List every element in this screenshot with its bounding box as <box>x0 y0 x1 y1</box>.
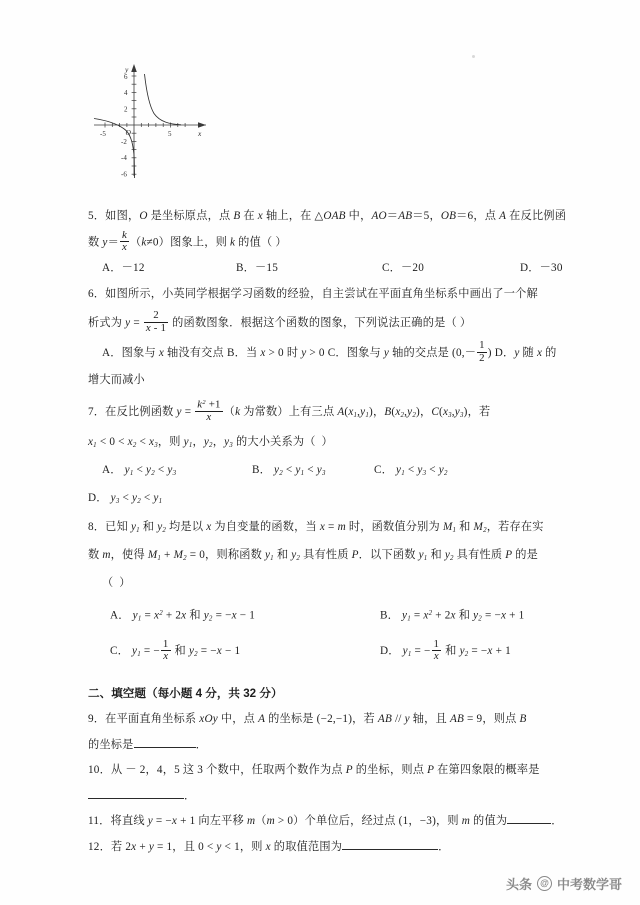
question-10 <box>88 758 556 809</box>
q5-text-b: 是坐标原点，点 <box>147 210 234 222</box>
q6-option-a[interactable]: A．图象与 x 轴没有交点 <box>102 346 224 359</box>
q11-tail: ． <box>551 815 563 827</box>
q8-option-d[interactable]: D． $y_1$ = − $\frac{1}{x}$ 和 $y_2 = -x + 1$ <box>380 637 511 663</box>
q5-text-a: 5．如图， <box>88 210 140 222</box>
q12-answer-blank[interactable] <box>342 849 438 850</box>
y-tick-2: 2 <box>124 105 128 114</box>
q5-text-d: 轴上，在 △ <box>262 210 324 222</box>
watermark-handle: 中考数学哥 <box>556 877 622 892</box>
q9-l2-text: 的坐标是 <box>88 738 134 751</box>
question-8-line-1: 8．已知 $y_1$ 和 $y_2$ 均是以 x 为自变量的函数，当 x = m 时，函数值分别为 $M_1$ 和 $M_2$，若存在实 <box>88 520 544 534</box>
question-12-line-1: 12．若 2x + y = 1，且 0 < y < 1，则 x 的取值范围为 ． <box>88 840 450 853</box>
question-6-line-1: 6．如图所示，小英同学根据学习函数的经验，自主尝试在平面直角坐标系中画出了一个解 <box>88 288 538 301</box>
q5-text-g: ＝5， <box>412 210 441 222</box>
question-7 <box>88 397 556 515</box>
question-10-line-1: 10．从 － 2，4，5 这 3 个数中，任取两个数作为点 P 的坐标，则点 P 在第四象限的概率是 <box>88 764 540 776</box>
watermark-prefix: 头条 <box>505 877 532 892</box>
question-12 <box>88 835 556 861</box>
question-9-line-2 <box>88 733 556 759</box>
q7-option-b[interactable]: B． $y_2 < y_1 < y_3$ <box>252 464 326 477</box>
q6-frac-num: 2 <box>153 309 159 321</box>
y-tick-neg2: -2 <box>121 138 127 146</box>
q6-l2-b: 的函数图象．根据这个函数的图象，下列说法正确的是（ ） <box>169 316 472 329</box>
q6-l2-eq: = <box>133 316 140 329</box>
q8-optd-fraction: $\frac{1}{x}$ <box>433 637 440 663</box>
q6-option-c[interactable]: C．图象与 y 轴的交点是 (0,－ $\frac{1}{2}$ ) <box>327 339 492 364</box>
q7-l1-c: 为常数）上有三点 <box>240 406 338 419</box>
question-7-options <box>88 458 556 486</box>
q7-l1-d: ，若 <box>467 406 491 419</box>
q9-answer-blank[interactable] <box>134 747 196 748</box>
q5-option-a[interactable]: A．－12 <box>102 261 145 274</box>
q7-option-c[interactable]: C． $y_1 < y_3 < y_2$ <box>374 464 448 477</box>
q5-text-c: 在 <box>240 210 258 222</box>
section-2-heading: 二、填空题（每小题 4 分，共 32 分） <box>88 687 283 700</box>
question-5 <box>88 204 567 281</box>
scan-artifact-dot <box>472 55 475 58</box>
question-7-line-1: 7．在反比例函数 y = $\frac{k^2 +1}{x}$ （k 为常数）上有三点 $A(x_1,y_1)$，$B(x_2,y_2)$，$C(x_3,y_3)$，若 <box>88 398 491 424</box>
q5-option-b[interactable]: B．－15 <box>236 261 279 274</box>
x-axis-label: x <box>198 129 202 138</box>
q6-option-d[interactable]: D．y 随 x 的 <box>494 346 557 359</box>
q5-text-i: 在反比例函 <box>506 210 567 222</box>
q8-option-a[interactable]: A． $y_1 = x^2 + 2x$ 和 $y_2 = -x - 1$ <box>110 608 256 623</box>
question-10-line-2 <box>88 784 556 810</box>
q6-l2-a: 析式为 <box>88 316 126 329</box>
q7-option-a[interactable]: A． $y_1 < y_2 < y_3$ <box>102 464 177 477</box>
question-8-options-row-1 <box>88 597 556 634</box>
q8-optc-fraction: $\frac{1}{x}$ <box>162 637 169 663</box>
q10-answer-blank[interactable] <box>88 798 184 799</box>
question-11 <box>88 809 563 835</box>
q9-l2-tail: ． <box>195 738 207 751</box>
q5-l2-a: 数 <box>88 236 103 249</box>
q5-l2-e: 的值（ ） <box>235 236 287 249</box>
q12-tail: ． <box>438 840 450 853</box>
q5-l2-b: ＝ <box>107 236 119 249</box>
q8-option-b[interactable]: B． $y_1 = x^2 + 2x$ 和 $y_2 = -x + 1$ <box>380 608 525 623</box>
q7-l1-b: （ <box>223 406 236 419</box>
question-7-line-2: $x_1 < 0 < x_2 < x_3$，则 $y_1$，$y_2$，$y_3$ 的大小关系为（ ） <box>88 435 333 449</box>
y-tick-neg6: -6 <box>121 170 127 179</box>
question-5-options <box>88 256 563 282</box>
q7-l1-eq: = <box>184 406 192 419</box>
q7-frac-num: $k^2 +1$ <box>197 398 221 411</box>
q5-text-h: ＝6，点 <box>456 210 500 222</box>
hyperbola-figure <box>92 58 222 180</box>
q8-option-c[interactable]: C． $y_1$ = − $\frac{1}{x}$ 和 $y_2 = -x - 1$ <box>110 637 241 663</box>
y-axis-label: y <box>125 65 129 74</box>
q10-l2-tail: ． <box>184 789 196 802</box>
question-7-option-d[interactable]: D． $y_3 < y_2 < y_1$ <box>88 492 163 506</box>
y-tick-neg4: -4 <box>121 154 127 162</box>
x-tick-5: 5 <box>168 130 172 138</box>
hyperbola-graph-svg <box>92 58 222 180</box>
question-6-options <box>88 338 556 368</box>
question-8-line-3: （ ） <box>102 577 131 590</box>
q7-fraction <box>195 399 222 424</box>
q11-answer-blank[interactable] <box>507 823 551 824</box>
question-8 <box>88 515 556 671</box>
question-5-line-1: 5．如图，O 是坐标原点，点 B 在 x 轴上，在 △OAB 中，AO＝AB＝5，OB＝6，点 A 在反比例函 <box>88 210 567 222</box>
at-sign-icon: @ <box>537 876 552 891</box>
question-8-options-row-2 <box>88 634 556 671</box>
question-8-line-2: 数 m，使得 $M_1 + M_2 = 0$，则称函数 $y_1$ 和 $y_2$ 具有性质 P．以下函数 $y_1$ 和 $y_2$ 具有性质 P 的是 <box>88 549 539 562</box>
question-6-line-2: 析式为 y = $\frac{2}{x - 1}$ 的函数图象．根据这个函数的图象，下列说法正确的是（ ） <box>88 309 472 334</box>
q7-frac-den: x <box>195 411 222 424</box>
y-tick-6: 6 <box>124 73 128 81</box>
question-6-option-d-wrap: 增大而减小 <box>88 373 145 386</box>
q5-l2-c: （ <box>129 236 142 249</box>
exam-body <box>88 204 567 860</box>
q5-text-e: 中， <box>345 210 372 222</box>
x-tick-neg5: -5 <box>100 130 106 138</box>
origin-label: O <box>125 128 131 137</box>
q6-frac-den: x - 1 <box>145 321 167 334</box>
q6-optc-fraction: $\frac{1}{2}$ <box>479 339 485 364</box>
y-axis-arrow <box>131 64 137 72</box>
curve-right-branch <box>145 74 182 125</box>
q5-l2-d: ≠0）图象上，则 <box>146 236 231 249</box>
question-11-line-1: 11．将直线 y = −x + 1 向左平移 m（m > 0）个单位后，经过点 (1，−3)，则 m 的值为 ． <box>88 815 563 827</box>
q5-fraction-k-over-x: $\frac{k}{x}$ <box>121 228 127 254</box>
q7-l1-a: 7．在反比例函数 <box>88 406 177 419</box>
q5-option-d[interactable]: D．－30 <box>520 261 563 274</box>
question-9-line-1: 9．在平面直角坐标系 xOy 中，点 A 的坐标是 (−2,−1)，若 AB // y 轴，且 AB = 9，则点 B <box>88 713 527 725</box>
q5-text-f: ＝ <box>386 210 399 222</box>
question-6 <box>88 282 556 393</box>
q6-fraction-2-over-x-minus-1 <box>144 310 168 334</box>
watermark <box>506 874 622 893</box>
q5-option-c[interactable]: C．－20 <box>382 261 425 274</box>
y-tick-4: 4 <box>124 89 128 97</box>
x-axis-arrow <box>198 122 206 128</box>
q6-option-b[interactable]: B．当 x > 0 时 y > 0 <box>226 346 325 359</box>
question-9 <box>88 707 556 758</box>
question-5-line-2: 数 y＝ $\frac{k}{x}$ （k≠0）图象上，则 k 的值（ ） <box>88 228 287 254</box>
